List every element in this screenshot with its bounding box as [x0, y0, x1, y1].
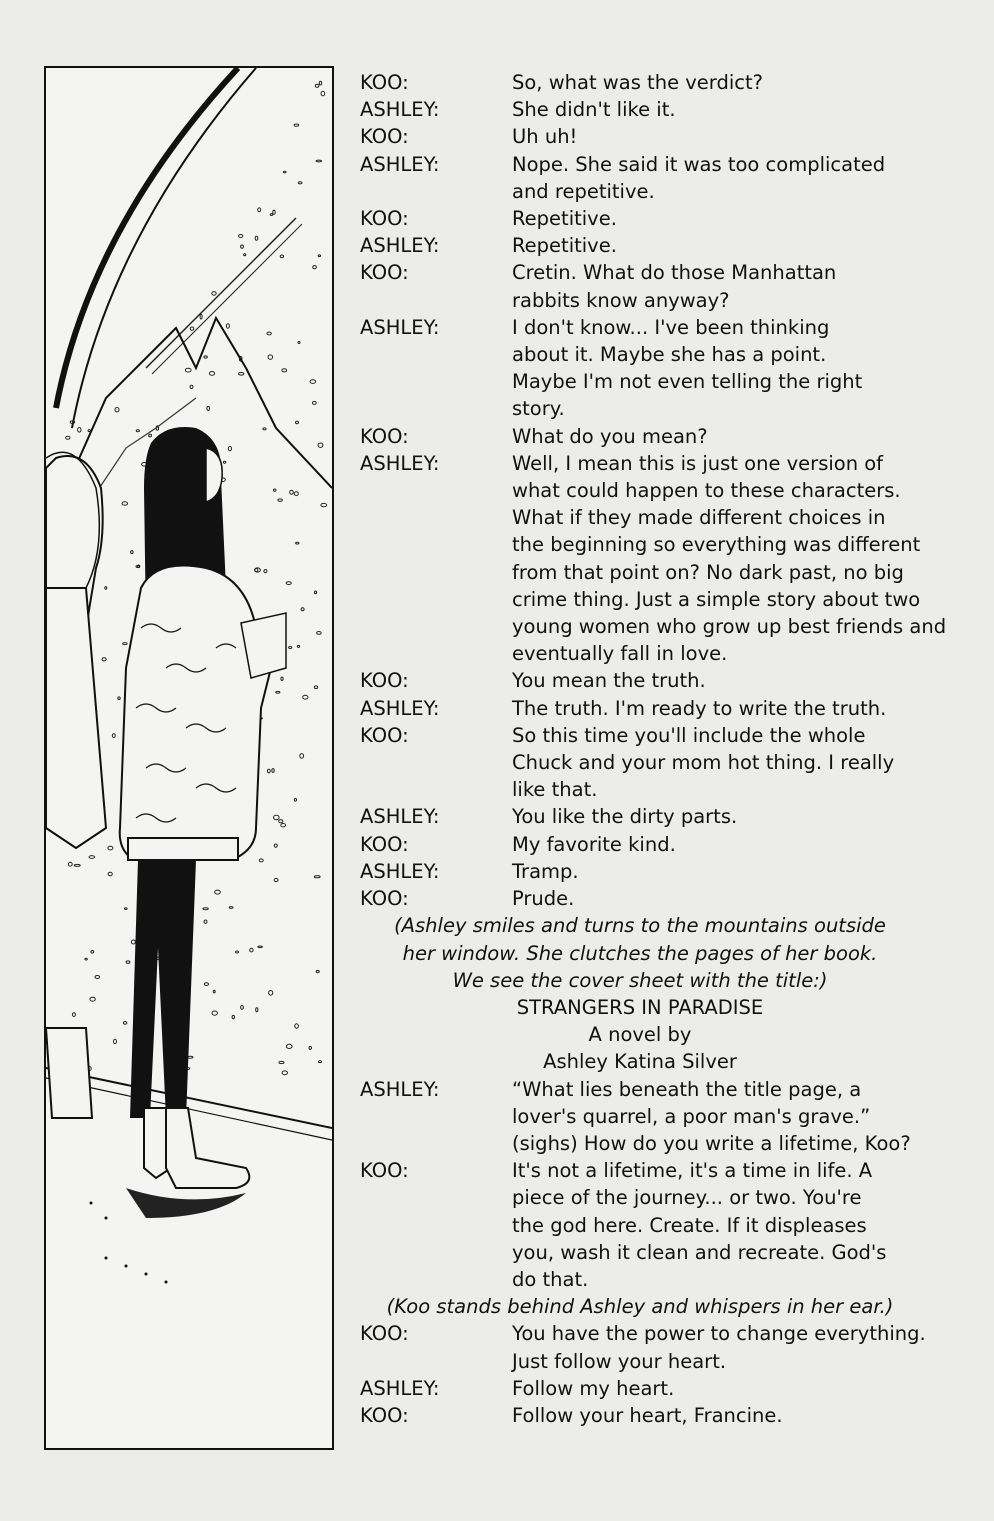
speckle	[226, 324, 229, 328]
speckle	[259, 859, 263, 862]
speckle	[232, 1015, 234, 1018]
speckle	[239, 235, 243, 238]
dialogue-row	[360, 151, 970, 205]
dialogue-lines	[512, 1402, 970, 1429]
dialogue-lines	[512, 232, 970, 259]
dialogue-row	[360, 205, 970, 232]
dialogue-row	[360, 803, 970, 830]
speckle	[95, 976, 100, 979]
dialogue-row	[360, 695, 970, 722]
speaker-name: KOO:	[360, 1322, 409, 1346]
speaker-name: KOO:	[360, 1159, 409, 1183]
speckle	[312, 401, 316, 404]
speckle	[204, 983, 208, 986]
speaker-name: ASHLEY:	[360, 234, 440, 258]
speckle	[105, 587, 107, 590]
speaker-name: KOO:	[360, 71, 409, 94]
speckle	[283, 171, 286, 173]
speaker-name: ASHLEY:	[360, 152, 440, 176]
speckle	[274, 844, 277, 847]
speckle	[200, 314, 202, 319]
dialogue-row	[360, 831, 970, 858]
speckle	[74, 864, 80, 866]
speckle	[241, 1006, 244, 1010]
speckle	[136, 430, 139, 432]
dialogue-line: Nope. She said it was too complicated	[512, 152, 886, 176]
speckle	[89, 856, 95, 859]
speckle	[131, 940, 135, 944]
speckle	[314, 686, 317, 689]
dialogue-line: Cretin. What do those Manhattan	[512, 261, 837, 285]
speckle	[290, 490, 294, 494]
speckle	[314, 591, 316, 594]
dialogue-line: like that.	[512, 778, 598, 802]
dialogue-row	[360, 1076, 970, 1158]
speckle	[298, 342, 300, 344]
dialogue-line: you, wash it clean and recreate. God's	[512, 1240, 887, 1264]
speaker-name: ASHLEY:	[360, 805, 440, 829]
speckle	[294, 798, 296, 801]
speckle	[267, 332, 271, 335]
speckle	[115, 408, 119, 412]
speckle	[314, 876, 320, 878]
dialogue-lines	[512, 1375, 970, 1402]
title-page-line: STRANGERS IN PARADISE	[516, 995, 764, 1019]
dialogue-row	[360, 96, 970, 123]
speckle	[294, 492, 298, 496]
dialogue-line: (sighs) How do you write a lifetime, Koo?	[512, 1131, 911, 1155]
title-page-line: Ashley Katina Silver	[543, 1050, 737, 1074]
dialogue-row	[360, 667, 970, 694]
dialogue-line: Tramp.	[512, 859, 579, 883]
dialogue-line: about it. Maybe she has a point.	[512, 343, 827, 367]
speckle	[319, 1061, 322, 1063]
dialogue-lines	[512, 695, 970, 722]
speckle	[272, 769, 274, 773]
speckle	[319, 81, 321, 85]
speckle	[213, 990, 215, 993]
dialogue-row	[360, 1157, 970, 1293]
dialogue-line: Uh uh!	[512, 125, 578, 149]
speckle	[190, 385, 193, 388]
speckle	[114, 1039, 117, 1043]
speckle	[122, 502, 128, 505]
dialogue-line: I don't know... I've been thinking	[512, 315, 830, 339]
speckle	[321, 503, 327, 506]
speckle	[286, 582, 291, 585]
speaker-name: ASHLEY:	[360, 696, 440, 720]
speckle	[108, 846, 113, 850]
speckle	[269, 991, 273, 996]
speckle	[204, 920, 207, 923]
dialogue-lines	[512, 885, 970, 912]
dialogue-row	[360, 423, 970, 450]
speaker-name: KOO:	[360, 207, 409, 231]
dialogue-row	[360, 69, 970, 96]
speckle	[126, 961, 130, 963]
dialogue-lines	[512, 858, 970, 885]
dialogue-line: Follow your heart, Francine.	[512, 1403, 783, 1427]
speckle	[212, 292, 216, 296]
dialogue-lines	[512, 96, 970, 123]
dialogue-lines	[512, 722, 970, 804]
speckle	[125, 908, 128, 910]
dialogue-row	[360, 722, 970, 804]
speckle	[108, 872, 112, 875]
speckle	[276, 691, 280, 693]
dialogue-line: She didn't like it.	[512, 98, 676, 122]
speaker-name: KOO:	[360, 125, 409, 149]
speckle	[241, 245, 244, 248]
speckle	[296, 421, 299, 423]
dialogue-line: and repetitive.	[512, 179, 655, 203]
speaker-name: ASHLEY:	[360, 451, 440, 475]
speckle	[274, 489, 276, 491]
speaker-name: KOO:	[360, 832, 409, 856]
speckle	[244, 254, 246, 256]
speckle	[212, 1011, 217, 1015]
speaker-name: ASHLEY:	[360, 859, 440, 883]
speckle	[300, 754, 304, 759]
stage-direction-line: her window. She clutches the pages of her book.	[402, 941, 878, 965]
speckle	[223, 461, 225, 463]
dialogue-lines	[512, 205, 970, 232]
dialogue-line: Just follow your heart.	[512, 1349, 727, 1373]
speckle	[316, 160, 321, 162]
dialogue-lines	[512, 151, 970, 205]
script-text	[360, 69, 970, 1429]
dialogue-line: Well, I mean this is just one version of	[512, 451, 884, 475]
speckle	[278, 499, 282, 501]
dialogue-row	[360, 1320, 970, 1374]
speckle	[149, 434, 152, 437]
dialogue-line: The truth. I'm ready to write the truth.	[512, 696, 887, 720]
speckle	[295, 1024, 299, 1028]
dialogue-lines	[512, 259, 970, 313]
dialogue-line: piece of the journey... or two. You're	[512, 1186, 862, 1210]
speckle	[118, 697, 120, 700]
dialogue-line: “What lies beneath the title page, a	[512, 1077, 862, 1101]
dialogue-row	[360, 314, 970, 423]
stage-direction	[360, 912, 920, 994]
dialogue-lines	[512, 450, 970, 668]
speckle	[68, 862, 72, 866]
speckle	[309, 1046, 311, 1049]
speckle	[256, 1008, 258, 1012]
speaker-name: ASHLEY:	[360, 98, 440, 122]
speckle	[88, 430, 90, 432]
speckle	[255, 236, 258, 240]
koo-figure	[46, 452, 106, 1118]
dialogue-line: what could happen to these characters.	[512, 479, 901, 503]
ashley-figure	[120, 427, 286, 1218]
dialogue-row	[360, 1375, 970, 1402]
dialogue-line: Repetitive.	[512, 207, 617, 231]
speaker-name: KOO:	[360, 261, 409, 285]
speckle	[318, 443, 323, 447]
dialogue-line: Repetitive.	[512, 234, 617, 258]
dialogue-row	[360, 1402, 970, 1429]
dialogue-lines	[512, 831, 970, 858]
speckle	[207, 406, 210, 410]
speckle	[298, 182, 302, 184]
dialogue-lines	[512, 1076, 970, 1158]
speckle	[317, 632, 322, 635]
speckle	[294, 124, 299, 126]
speckle	[289, 647, 292, 649]
speaker-name: ASHLEY:	[360, 1077, 440, 1101]
stage-direction-line: (Koo stands behind Ashley and whispers in her ear.)	[386, 1295, 894, 1319]
dialogue-lines	[512, 803, 970, 830]
dialogue-line: So, what was the verdict?	[512, 71, 763, 94]
dialogue-row	[360, 450, 970, 668]
speckle	[190, 327, 194, 330]
dialogue-row	[360, 123, 970, 150]
speaker-name: KOO:	[360, 723, 409, 747]
speaker-name: KOO:	[360, 887, 409, 911]
dialogue-line: from that point on? No dark past, no big	[512, 560, 904, 584]
speckle	[303, 695, 308, 699]
dialogue-row	[360, 259, 970, 313]
stage-direction	[360, 1293, 920, 1320]
dialogue-line: crime thing. Just a simple story about two	[512, 587, 921, 611]
speckle	[209, 372, 214, 376]
dialogue-line: It's not a lifetime, it's a time in life. A	[512, 1159, 873, 1183]
speckle	[282, 369, 287, 372]
dialogue-line: Maybe I'm not even telling the right	[512, 370, 863, 394]
dialogue-line: story.	[512, 397, 565, 421]
speckle	[185, 368, 191, 372]
title-page-line: A novel by	[588, 1023, 692, 1047]
speckle	[236, 951, 239, 953]
dialogue-line: do that.	[512, 1267, 589, 1291]
speckle	[279, 1061, 284, 1063]
dialogue-line: What if they made different choices in	[512, 506, 886, 530]
dialogue-line: Follow my heart.	[512, 1376, 675, 1400]
dialogue-line: You mean the truth.	[512, 669, 706, 693]
dialogue-line: Chuck and your mom hot thing. I really	[512, 751, 895, 775]
dialogue-line: eventually fall in love.	[512, 642, 728, 666]
speaker-name: KOO:	[360, 1403, 409, 1427]
dialogue-line: the god here. Create. If it displeases	[512, 1213, 867, 1237]
speckle	[102, 658, 106, 661]
speckle	[78, 428, 81, 433]
speckle	[268, 355, 273, 359]
speckle	[316, 970, 319, 972]
speckle	[282, 1071, 287, 1075]
speckle	[85, 958, 87, 960]
speckle	[228, 446, 231, 450]
speaker-name: KOO:	[360, 669, 409, 693]
speckle	[280, 255, 283, 258]
speckle	[301, 608, 304, 611]
speckle	[90, 997, 95, 1001]
speckle	[267, 769, 270, 773]
speckle	[203, 908, 208, 910]
dialogue-line: You have the power to change everything.	[512, 1322, 926, 1346]
stage-direction-line: We see the cover sheet with the title:)	[452, 968, 828, 992]
speckle	[66, 436, 70, 439]
speckle	[112, 734, 115, 738]
speckle	[229, 907, 233, 909]
speckle	[215, 890, 221, 894]
speckle	[281, 677, 283, 680]
speckle	[250, 948, 253, 952]
speckle	[318, 255, 320, 257]
dialogue-lines	[512, 123, 970, 150]
speckle	[297, 645, 299, 647]
speckle	[264, 570, 267, 573]
title-page	[360, 994, 920, 1076]
speckle	[321, 91, 325, 95]
speckle	[258, 946, 263, 948]
speckle	[204, 356, 207, 358]
dialogue-line: rabbits know anyway?	[512, 288, 730, 312]
speckle	[91, 951, 94, 954]
speaker-name: KOO:	[360, 424, 409, 448]
dialogue-lines	[512, 667, 970, 694]
speckle	[239, 373, 244, 376]
speckle	[281, 824, 286, 827]
dialogue-lines	[512, 314, 970, 423]
speaker-name: ASHLEY:	[360, 1376, 440, 1400]
dialogue-row	[360, 232, 970, 259]
speckle	[123, 1022, 126, 1025]
dialogue-row	[360, 885, 970, 912]
dialogue-line: You like the dirty parts.	[512, 805, 738, 829]
dialogue-line: young women who grow up best friends and	[512, 615, 947, 639]
speckle	[263, 428, 266, 430]
speckle	[296, 542, 299, 544]
dialogue-line: What do you mean?	[512, 424, 708, 448]
dialogue-lines	[512, 423, 970, 450]
speckle	[286, 1044, 292, 1048]
speckle	[72, 1013, 75, 1017]
dialogue-row	[360, 858, 970, 885]
speckle	[273, 210, 275, 214]
speckle	[310, 380, 316, 384]
speckle	[313, 266, 317, 269]
speckle	[274, 878, 278, 881]
dialogue-line: So this time you'll include the whole	[512, 723, 866, 747]
dialogue-line: Prude.	[512, 887, 575, 911]
dialogue-line: the beginning so everything was different	[512, 533, 921, 557]
dialogue-line: lover's quarrel, a poor man's grave.”	[512, 1104, 871, 1128]
speckle	[258, 208, 261, 212]
illustration-panel	[44, 66, 334, 1450]
dialogue-lines	[512, 69, 970, 96]
speckle	[315, 84, 319, 87]
speckle	[131, 551, 133, 554]
speckle	[274, 815, 280, 819]
speckle	[279, 820, 283, 823]
dialogue-line: My favorite kind.	[512, 832, 676, 856]
speckle	[270, 214, 273, 216]
stage-direction-line: (Ashley smiles and turns to the mountains outside	[394, 914, 886, 938]
window-scene-illustration	[46, 68, 332, 1448]
dialogue-lines	[512, 1320, 970, 1374]
dialogue-lines	[512, 1157, 970, 1293]
speckle	[123, 643, 127, 645]
speaker-name: ASHLEY:	[360, 315, 440, 339]
